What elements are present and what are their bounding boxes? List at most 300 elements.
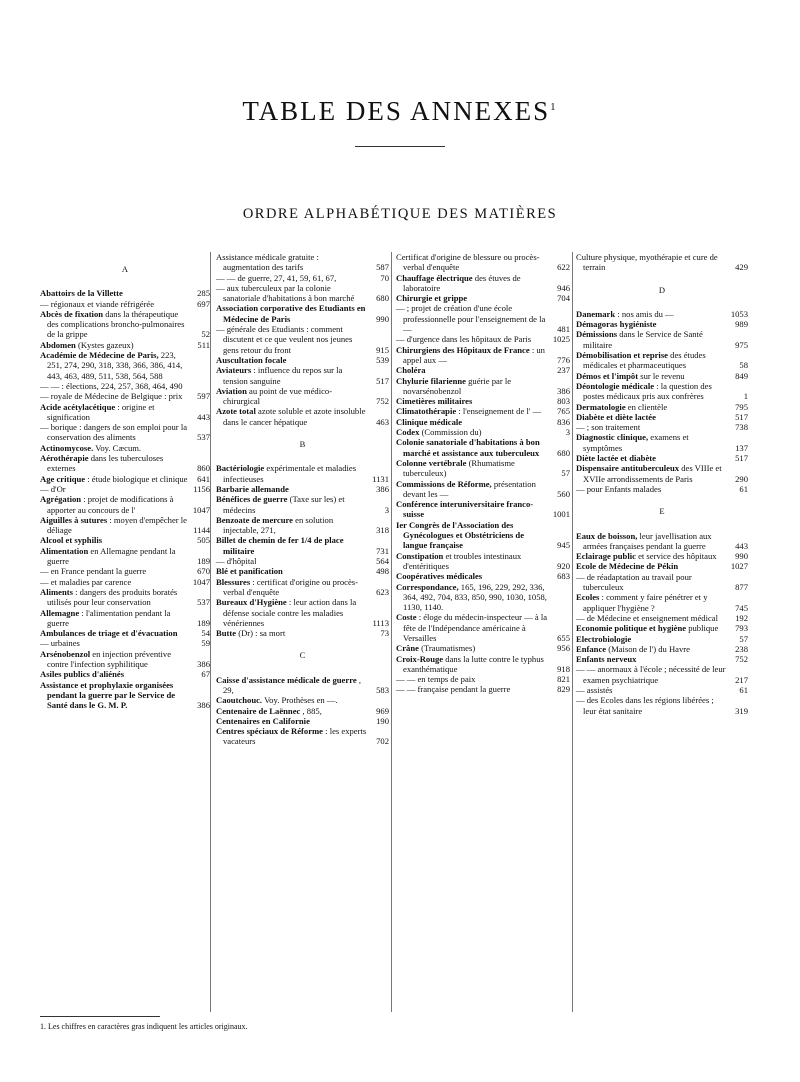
entry-page-number: 738	[735, 422, 748, 433]
entry-page-number: 59	[201, 638, 210, 649]
entry-text: : origine et signification	[47, 401, 155, 422]
entry-page-number: 752	[735, 654, 748, 665]
index-entry	[216, 365, 389, 386]
entry-text: dans le Service de Santé militaire	[583, 329, 703, 350]
index-entry	[396, 458, 570, 479]
entry-page-number: 539	[376, 354, 389, 365]
entry-heading: Economie politique et hygiène	[576, 623, 687, 634]
index-entry	[216, 252, 389, 273]
entry-heading: Caoutchouc.	[216, 695, 263, 706]
index-entry	[576, 329, 748, 350]
entry-heading: Electrobiologie	[576, 633, 632, 644]
entry-page-number: 1001	[552, 509, 570, 520]
index-entry	[40, 608, 210, 629]
entry-page-number: 920	[557, 560, 570, 571]
index-entry	[396, 427, 570, 437]
entry-page-number: 829	[557, 684, 570, 695]
entry-page-number: 1053	[730, 308, 748, 319]
index-entry	[40, 350, 210, 381]
entry-page-number: 564	[376, 556, 389, 567]
index-entry	[576, 484, 748, 494]
entry-page-number: 517	[735, 453, 748, 464]
entry-text: — d'Or	[40, 483, 66, 494]
index-entry	[396, 551, 570, 572]
entry-heading: Codex	[396, 427, 420, 438]
entry-text: (Kystes gazeux)	[77, 339, 134, 350]
entry-heading: Démagoras hygiéniste	[576, 319, 657, 330]
entry-page-number: 67	[201, 669, 210, 680]
entry-heading: Climatothérapie	[396, 406, 457, 417]
entry-page-number: 915	[376, 344, 389, 355]
index-entry	[576, 685, 748, 695]
index-entry	[216, 355, 389, 365]
entry-heading: Coopératives médicales	[396, 571, 483, 582]
entry-heading: Commissions de Réforme,	[396, 478, 492, 489]
entry-heading: Abattoirs de la Villette	[40, 288, 123, 299]
entry-page-number: 1156	[193, 483, 210, 494]
entry-page-number: 237	[557, 365, 570, 376]
index-entry	[216, 716, 389, 726]
index-entry	[40, 649, 210, 670]
entry-text: dans la lutte contre le typhus exanthématique	[403, 653, 544, 674]
index-entry	[576, 644, 748, 654]
index-entry	[396, 273, 570, 294]
entry-page-number: 622	[557, 262, 570, 273]
entry-text: — en France pendant la guerre	[40, 566, 147, 577]
index-entry	[396, 406, 570, 416]
entry-heading: Coste	[396, 612, 417, 623]
index-column-4	[576, 252, 748, 716]
index-entry	[576, 432, 748, 453]
entry-page-number: 505	[197, 535, 210, 546]
entry-heading: Démissions	[576, 329, 618, 340]
entry-page-number: 765	[557, 406, 570, 417]
entry-text: : la question des postes médicaux pris aux confrères	[583, 380, 712, 402]
index-entry	[396, 612, 570, 643]
entry-page-number: 517	[735, 411, 748, 422]
entry-text: Certificat d'origine de blessure ou procès-verbal d'enquête	[396, 252, 540, 273]
index-entry	[576, 572, 748, 593]
entry-page-number: 1	[743, 391, 748, 402]
index-entry	[216, 577, 389, 598]
index-entry	[576, 402, 748, 412]
entry-heading: Diète lactée et diabète	[576, 453, 656, 464]
index-entry	[216, 406, 389, 427]
entry-page-number: 217	[735, 674, 748, 685]
entry-text: — urbaines	[40, 638, 80, 649]
column-divider	[572, 252, 573, 1012]
index-entry	[40, 422, 210, 443]
index-entry	[40, 566, 210, 576]
entry-heading: Blé et panification	[216, 566, 283, 577]
entry-text: : certificat d'origine ou procès-verbal d'enquête	[223, 576, 358, 597]
entry-page-number: 680	[376, 293, 389, 304]
index-entry	[396, 674, 570, 684]
entry-page-number: 517	[376, 375, 389, 386]
entry-page-number: 498	[376, 566, 389, 577]
index-entry	[216, 675, 389, 696]
entry-page-number: 583	[376, 684, 389, 695]
index-entry	[216, 597, 389, 628]
entry-text: en clientèle	[627, 401, 668, 412]
index-entry	[576, 350, 748, 371]
index-entry	[40, 680, 210, 711]
index-entry	[40, 474, 210, 484]
index-entry	[40, 515, 210, 536]
entry-text: Assistance médicale gratuite : augmentation des tarifs	[216, 252, 319, 273]
entry-heading: Alimentation	[40, 545, 89, 556]
entry-heading: Enfance	[576, 643, 607, 654]
entry-page-number: 61	[739, 483, 748, 494]
entry-heading: Aviateurs	[216, 365, 252, 376]
index-entry	[396, 252, 570, 273]
title-footnote-marker: 1	[550, 101, 558, 113]
entry-heading: Aiguilles à sutures	[40, 514, 108, 525]
index-entry	[576, 453, 748, 463]
entry-heading: Bureaux d'Hygiène	[216, 597, 287, 608]
entry-page-number: 731	[376, 545, 389, 556]
entry-heading: Académie de Médecine de Paris,	[40, 350, 159, 361]
entry-heading: Diabète et diète lactée	[576, 411, 656, 422]
entry-heading: Chylurie filarienne	[396, 375, 466, 386]
entry-page-number: 702	[376, 736, 389, 747]
index-entry	[40, 453, 210, 474]
entry-text: — borique : dangers de son emploi pour la conservation des aliments	[40, 422, 188, 443]
entry-text: — aux tuberculeux par la colonie sanatoriale d'habitations à bon marché	[216, 282, 355, 304]
entry-text: — des Ecoles dans les régions libérées ; leur état sanitaire	[576, 695, 714, 716]
entry-page-number: 1047	[192, 504, 210, 515]
entry-text: des VIIIe et XVIIe arrondissements de Paris	[583, 463, 722, 484]
index-entry	[40, 577, 210, 587]
entry-page-number: 290	[735, 473, 748, 484]
index-entry	[396, 582, 570, 613]
index-entry	[576, 592, 748, 613]
entry-text: présentation devant les —	[403, 478, 536, 499]
index-entry	[396, 303, 570, 334]
entry-heading: Barbarie allemande	[216, 483, 289, 494]
index-entry	[396, 334, 570, 344]
index-entry	[396, 479, 570, 500]
entry-page-number: 704	[557, 293, 570, 304]
entry-page-number: 623	[376, 586, 389, 597]
entry-heading: Dermatologie	[576, 401, 626, 412]
entry-page-number: 3	[565, 427, 570, 438]
entry-text: , 29,	[223, 674, 361, 695]
section-letter: D	[658, 284, 666, 295]
entry-heading: Ier Congrès de l'Association des Gynécologues et Obstétriciens de langue française	[396, 519, 525, 551]
entry-page-number: 386	[557, 385, 570, 396]
entry-page-number: 752	[376, 396, 389, 407]
entry-heading: Ecoles	[576, 592, 600, 603]
entry-heading: Constipation	[396, 550, 444, 561]
entry-page-number: 793	[735, 623, 748, 634]
entry-text: — ; son traitement	[576, 422, 641, 433]
entry-text: des étuves de laboratoire	[403, 272, 521, 293]
entry-text: guérie par le novarsénobenzol	[403, 375, 512, 396]
entry-heading: Aviation	[216, 385, 247, 396]
entry-page-number: 386	[376, 483, 389, 494]
index-entry	[576, 531, 748, 552]
index-entry	[40, 484, 210, 494]
entry-text: (Dr) : sa mort	[238, 628, 286, 639]
index-entry	[40, 391, 210, 401]
entry-text: en injection préventive contre l'infection syphilitique	[47, 648, 172, 669]
index-entry	[40, 638, 210, 648]
entry-page-number: 670	[197, 566, 210, 577]
entry-text: : un appel aux —	[403, 344, 545, 365]
index-entry	[396, 376, 570, 397]
entry-text: — royale de Médecine de Belgique : prix	[40, 391, 183, 402]
entry-heading: Colonne vertébrale	[396, 457, 467, 468]
index-entry	[576, 252, 748, 273]
column-divider	[210, 252, 211, 1012]
entry-page-number: 597	[197, 391, 210, 402]
entry-heading: Aérothérapie	[40, 453, 89, 464]
entry-heading: Azote total	[216, 406, 256, 417]
entry-text: : nos amis du —	[617, 308, 674, 319]
entry-page-number: 776	[557, 354, 570, 365]
index-entry	[576, 422, 748, 432]
entry-page-number: 481	[557, 324, 570, 335]
entry-heading: Ecole de Médecine de Pékin	[576, 561, 679, 572]
index-entry	[576, 695, 748, 716]
entry-page-number: 975	[735, 339, 748, 350]
entry-text: (Commission du)	[421, 427, 482, 438]
entry-page-number: 443	[197, 411, 210, 422]
entry-text: dans les tuberculoses externes	[47, 453, 164, 474]
entry-heading: Actinomycose.	[40, 442, 94, 453]
entry-text: dans la thérapeutique des complications broncho-pulmonaires de la grippe	[47, 308, 185, 340]
section-letter: A	[121, 264, 129, 274]
entry-page-number: 836	[557, 416, 570, 427]
index-entry	[576, 463, 748, 484]
entry-text: : étude biologique et clinique	[87, 473, 188, 484]
entry-page-number: 137	[735, 442, 748, 453]
entry-page-number: 54	[201, 628, 210, 639]
entry-text: en solution injectable, 271,	[223, 514, 334, 536]
entry-text: — — de guerre, 27, 41, 59, 61, 67,	[216, 272, 337, 283]
entry-page-number: 463	[376, 416, 389, 427]
entry-page-number: 52	[201, 329, 210, 340]
index-entry	[216, 706, 389, 716]
entry-page-number: 560	[557, 488, 570, 499]
entry-text: — de Médecine et enseignement médical	[576, 612, 718, 623]
entry-page-number: 1113	[372, 617, 389, 628]
entry-text: (Rhumatisme tuberculeux)	[403, 457, 515, 479]
entry-heading: Choléra	[396, 365, 426, 376]
entry-heading: Association corporative des Etudiants en Médecine de Paris	[216, 303, 366, 324]
index-entry	[216, 463, 389, 484]
entry-page-number: 192	[735, 612, 748, 623]
entry-text: — régionaux et viande réfrigérée	[40, 298, 155, 309]
entry-page-number: 1144	[193, 525, 210, 536]
index-entry	[40, 402, 210, 423]
index-entry	[40, 535, 210, 545]
entry-heading: Chauffage électrique	[396, 272, 473, 283]
index-entry	[216, 515, 389, 536]
entry-page-number: 989	[735, 319, 748, 330]
entry-text: : l'alimentation pendant la guerre	[47, 607, 171, 628]
entry-heading: Cimetières militaires	[396, 396, 473, 407]
entry-page-number: 319	[735, 705, 748, 716]
entry-page-number: 386	[197, 700, 210, 711]
index-entry	[396, 643, 570, 653]
index-column-3	[396, 252, 570, 695]
index-entry	[576, 412, 748, 422]
entry-text: — d'urgence dans les hôpitaux de Paris	[396, 334, 532, 345]
entry-page-number: 877	[735, 582, 748, 593]
page-subtitle: ORDRE ALPHABÉTIQUE DES MATIÈRES	[242, 206, 558, 222]
index-entry	[40, 381, 210, 391]
entry-page-number: 795	[735, 401, 748, 412]
entry-page-number: 238	[735, 643, 748, 654]
index-entry	[576, 664, 748, 685]
entry-text: 223, 251, 274, 290, 318, 338, 366, 386, 414, 443, 463, 489, 511, 538, 564, 588	[47, 350, 183, 381]
index-entry	[216, 303, 389, 324]
entry-heading: Asiles publics d'aliénés	[40, 669, 125, 680]
entry-text: : éloge du médecin-inspecteur — à la fête de l'Indépendance américaine à Versailles	[403, 612, 548, 643]
entry-heading: Agrégation	[40, 494, 82, 505]
entry-heading: Conférence interuniversitaire franco-suisse	[396, 499, 534, 520]
index-entry	[216, 273, 389, 283]
entry-text: — pour Enfants malades	[576, 483, 662, 494]
index-entry	[396, 345, 570, 366]
entry-heading: Correspondance,	[396, 581, 459, 592]
index-entry	[216, 283, 389, 304]
index-entry	[396, 365, 570, 375]
section-letter: B	[299, 439, 306, 450]
index-entry	[576, 309, 748, 319]
entry-heading: Aliments	[40, 586, 73, 597]
index-entry	[576, 381, 748, 402]
entry-page-number: 318	[376, 525, 389, 536]
entry-text: , 885,	[302, 705, 322, 716]
index-entry	[576, 654, 748, 664]
entry-page-number: 61	[739, 684, 748, 695]
index-entry	[40, 340, 210, 350]
entry-page-number: 189	[197, 617, 210, 628]
entry-text: azote soluble et azote insoluble dans le cancer hépatique	[223, 406, 366, 427]
entry-heading: Caisse d'assistance médicale de guerre	[216, 674, 357, 685]
index-entry	[576, 319, 748, 329]
index-entry	[396, 684, 570, 694]
entry-page-number: 73	[380, 628, 389, 639]
entry-text: — — anormaux à l'école ; nécessité de leur examen psychiatrique	[576, 664, 726, 685]
index-entry	[40, 288, 210, 298]
entry-page-number: 285	[197, 288, 210, 299]
entry-heading: Croix-Rouge	[396, 653, 444, 664]
index-entry	[216, 494, 389, 515]
entry-text: — — française pendant la guerre	[396, 684, 511, 695]
entry-page-number: 946	[557, 282, 570, 293]
index-entry	[396, 654, 570, 675]
entry-heading: Bactériologie	[216, 463, 265, 474]
entry-page-number: 821	[557, 674, 570, 685]
entry-text: 165, 196, 229, 292, 336, 364, 492, 704, 833, 850, 990, 1030, 1058, 1130, 1140.	[403, 581, 547, 613]
entry-text: (Taxe sur les) et médecins	[223, 494, 345, 515]
entry-page-number: 511	[197, 339, 210, 350]
index-entry	[216, 628, 389, 638]
entry-page-number: 1131	[372, 473, 389, 484]
entry-page-number: 3	[384, 504, 389, 515]
entry-page-number: 429	[735, 262, 748, 273]
entry-heading: Arsénobenzol	[40, 648, 91, 659]
entry-text: — et maladies par carence	[40, 576, 132, 587]
entry-text: : moyen d'empêcher le déliage	[47, 514, 187, 536]
entry-page-number: 918	[557, 663, 570, 674]
entry-text: — ; projet de création d'une école professionnelle pour l'enseignement de la —	[396, 303, 546, 335]
index-entry	[216, 324, 389, 355]
entry-heading: Billet de chemin de fer 1/4 de place militaire	[216, 535, 344, 556]
index-column-2	[216, 252, 389, 747]
entry-heading: Colonie sanatoriale d'habitations à bon marché et assistance aux tuberculeux	[396, 437, 540, 458]
entry-page-number: 945	[557, 540, 570, 551]
entry-text: leur javellisation aux armées françaises pendant la guerre	[583, 530, 712, 551]
entry-page-number: 849	[735, 370, 748, 381]
entry-text: : dangers des produits boratés utilisés pour leur conservation	[47, 586, 178, 608]
entry-heading: Crâne	[396, 643, 419, 654]
entry-heading: Alcool et syphilis	[40, 535, 103, 546]
entry-page-number: 990	[735, 551, 748, 562]
entry-heading: Butte	[216, 628, 237, 639]
entry-text: — assistés	[576, 684, 613, 695]
entry-page-number: 1027	[730, 561, 748, 572]
index-entry	[396, 417, 570, 427]
entry-page-number: 956	[557, 643, 570, 654]
entry-heading: Dispensaire antituberculeux	[576, 463, 680, 474]
index-entry	[40, 309, 210, 340]
entry-text: — générale des Etudiants : comment discutent et ce que veulent nos jeunes gens retour du front	[216, 324, 353, 355]
entry-heading: Chirurgiens des Hôpitaux de France	[396, 344, 530, 355]
entry-text: (Traumatismes)	[421, 643, 476, 654]
entry-heading: Enfants nerveux	[576, 654, 637, 665]
entry-page-number: 537	[197, 597, 210, 608]
entry-text: : leur action dans la défense sociale contre les maladies vénériennes	[223, 597, 357, 628]
entry-heading: Acide acétylacétique	[40, 401, 116, 412]
index-entry	[40, 546, 210, 567]
index-entry	[40, 494, 210, 515]
index-column-1	[40, 252, 210, 710]
index-entry	[576, 551, 748, 561]
entry-heading: Abdomen	[40, 339, 76, 350]
index-entry	[216, 484, 389, 494]
index-entry	[40, 669, 210, 679]
entry-page-number: 803	[557, 396, 570, 407]
entry-text: : comment y faire pénétrer et y appliquer l'hygiène ?	[583, 592, 708, 613]
entry-text: (Maison de l') du Havre	[608, 643, 690, 654]
entry-heading: Eclairage public	[576, 551, 636, 562]
entry-text: — d'hôpital	[216, 556, 257, 567]
index-entry	[40, 443, 210, 453]
index-entry	[576, 371, 748, 381]
index-entry	[576, 634, 748, 644]
index-entry	[396, 571, 570, 581]
entry-page-number: 587	[376, 262, 389, 273]
entry-text: : les experts vacateurs	[223, 726, 367, 747]
index-entry	[396, 499, 570, 520]
entry-page-number: 190	[376, 715, 389, 726]
section-letter: E	[659, 506, 665, 517]
entry-heading: Ambulances de triage et d'évacuation	[40, 628, 178, 639]
index-entry	[216, 535, 389, 556]
entry-page-number: 70	[380, 272, 389, 283]
entry-heading: Allemagne	[40, 607, 80, 618]
entry-heading: Abcès de fixation	[40, 308, 104, 319]
entry-text: au point de vue médico-chirurgical	[223, 385, 333, 407]
entry-heading: Clinique médicale	[396, 416, 463, 427]
entry-page-number: 969	[376, 705, 389, 716]
entry-page-number: 860	[197, 463, 210, 474]
